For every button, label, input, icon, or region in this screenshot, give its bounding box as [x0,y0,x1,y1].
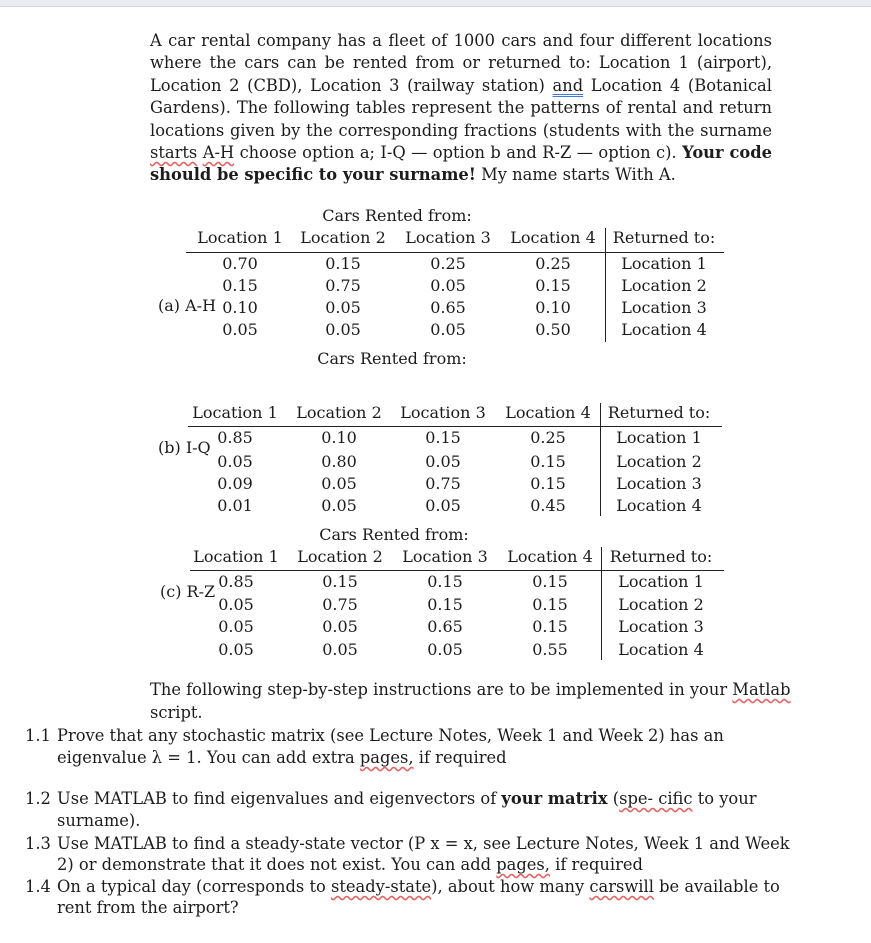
q12-text-c: to your [692,789,757,808]
column-header: Returned to: [612,228,716,247]
column-header: Location 2 [296,403,382,422]
table-cell: 0.75 [322,595,358,614]
row-label: Location 3 [618,617,704,636]
q13-spell: pages, [496,855,550,874]
intro-spell-mark-ah: A-H [202,143,235,163]
table-cell: 0.25 [530,428,566,447]
table-cell: 0.75 [425,474,461,493]
table-cell: 0.01 [217,496,253,515]
intro-text-3: choose option a; I-Q — option b and R-Z — option c). [234,143,683,163]
column-header: Location 3 [400,403,486,422]
column-header: Location 1 [192,403,278,422]
table-cell: 0.05 [430,320,466,339]
intro-paragraph [150,30,772,187]
table-cell: 0.15 [532,572,568,591]
table-cell: 0.80 [321,452,357,471]
question-1-4-line-1 [57,876,780,898]
table-cell: 0.15 [530,452,566,471]
column-header: Location 2 [297,547,383,566]
table-cell: 0.25 [430,254,466,273]
table-cell: 0.10 [535,298,571,317]
column-separator [605,228,606,342]
q12-bold: your matrix [501,789,608,808]
table-caption: Cars Rented from: [319,525,469,544]
table-cell: 0.15 [530,474,566,493]
row-label: Location 1 [616,428,702,447]
instructions-line-2: script. [150,703,203,722]
q12-spell: spe- cific [619,789,693,808]
table-cell: 0.15 [425,428,461,447]
table-cell: 0.05 [217,452,253,471]
table-cell: 0.65 [427,617,463,636]
column-header: Returned to: [609,547,713,566]
q11-text-b: if required [413,748,507,767]
question-number: 1.2 [25,789,51,808]
table-cell: 0.05 [425,496,461,515]
q13-text-b: if required [549,855,643,874]
column-header: Location 1 [193,547,279,566]
intro-bold: Your code should be specific to your surname! [150,143,772,185]
row-label: Location 1 [618,572,704,591]
option-label: (b) I-Q [158,438,211,457]
column-header: Location 4 [505,403,591,422]
table-cell: 0.15 [222,276,258,295]
q14-text: On a typical day (corresponds to [57,877,331,896]
table-cell: 0.05 [425,452,461,471]
table-cell: 0.75 [325,276,361,295]
column-separator [601,547,602,660]
row-label: Location 3 [621,298,707,317]
table-cell: 0.05 [427,640,463,659]
column-header: Returned to: [607,403,711,422]
column-header: Location 3 [402,547,488,566]
question-number: 1.3 [25,834,51,853]
window-top-bar [0,0,871,7]
intro-text-2: Location 4 (Botanical Gardens). The following tables represent the patterns of rental and return locations given by the corresponding fractions (students with the surname [150,75,772,140]
row-label: Location 2 [618,595,704,614]
column-header: Location 1 [197,228,283,247]
question-1-2-line-2: surname). [57,811,141,830]
q14-spell: steady-state [330,877,432,896]
table-cell: 0.15 [532,617,568,636]
q14-spell-2: carswill [589,877,654,896]
question-1-3-line-2 [57,854,643,876]
question-number: 1.4 [25,877,51,896]
q13-text: 2) or demonstrate that it does not exist. You can add [57,855,497,874]
table-cell: 0.65 [430,298,466,317]
intro-spell-mark: starts [150,143,198,163]
intro-grammar-mark: and [552,75,584,95]
table-cell: 0.85 [217,428,253,447]
row-label: Location 2 [616,452,702,471]
row-label: Location 1 [621,254,707,273]
table-cell: 0.15 [535,276,571,295]
row-label: Location 4 [618,640,704,659]
q14-text-c: be available to [653,877,780,896]
header-rule [186,252,724,253]
question-1-2-line-1 [57,788,756,810]
table-cell: 0.09 [217,474,253,493]
table-cell: 0.05 [218,617,254,636]
column-header: Location 3 [405,228,491,247]
column-separator [600,403,601,516]
q11-text: eigenvalue λ = 1. You can add extra [57,748,360,767]
column-header: Location 4 [510,228,596,247]
table-cell: 0.15 [427,595,463,614]
table-cell: 0.15 [532,595,568,614]
question-1-1-line-2 [57,747,507,769]
table-caption: Cars Rented from: [322,206,472,225]
table-cell: 0.85 [218,572,254,591]
table-cell: 0.25 [535,254,571,273]
question-number: 1.1 [25,726,51,745]
instructions-matlab: Matlab [732,680,791,699]
q12-text: Use MATLAB to find eigenvalues and eigenvectors of [57,789,502,808]
column-header: Location 2 [300,228,386,247]
q12-paren: ( [607,789,620,808]
table-cell: 0.05 [430,276,466,295]
option-label: (a) A-H [158,296,217,315]
table-cell: 0.55 [532,640,568,659]
table-cell: 0.15 [325,254,361,273]
instructions-line-1 [150,679,791,701]
option-label: (c) R-Z [160,582,216,601]
table-cell: 0.45 [530,496,566,515]
q14-text-b: ), about how many [431,877,590,896]
table-cell: 0.05 [321,474,357,493]
column-header: Location 4 [507,547,593,566]
instructions-text: The following step-by-step instructions are to be implemented in your [150,680,733,699]
row-label: Location 3 [616,474,702,493]
table-cell: 0.05 [222,320,258,339]
table-cell: 0.05 [218,595,254,614]
table-caption: Cars Rented from: [317,349,467,368]
table-cell: 0.05 [218,640,254,659]
table-cell: 0.05 [325,320,361,339]
header-rule [188,426,722,427]
table-cell: 0.10 [321,428,357,447]
table-cell: 0.05 [322,640,358,659]
header-rule [190,570,724,571]
table-cell: 0.05 [325,298,361,317]
row-label: Location 4 [621,320,707,339]
row-label: Location 4 [616,496,702,515]
table-cell: 0.50 [535,320,571,339]
question-1-3-line-1: Use MATLAB to find a steady-state vector (P x = x, see Lecture Notes, Week 1 and Week [57,834,790,853]
table-cell: 0.10 [222,298,258,317]
table-cell: 0.05 [321,496,357,515]
table-cell: 0.15 [322,572,358,591]
question-1-1-line-1: Prove that any stochastic matrix (see Lecture Notes, Week 1 and Week 2) has an [57,726,724,745]
table-cell: 0.05 [322,617,358,636]
intro-text-4: My name starts With A. [475,165,676,185]
intro-text-1: A car rental company has a fleet of 1000 cars and four different locations where the cars can be rented from or returned to: Location 1 (airport), Location 2 (CBD), Location 3 (railway station) [150,31,772,95]
table-cell: 0.15 [427,572,463,591]
question-1-4-line-2: rent from the airport? [57,898,239,917]
table-cell: 0.70 [222,254,258,273]
q11-spell: pages, [359,748,414,767]
row-label: Location 2 [621,276,707,295]
